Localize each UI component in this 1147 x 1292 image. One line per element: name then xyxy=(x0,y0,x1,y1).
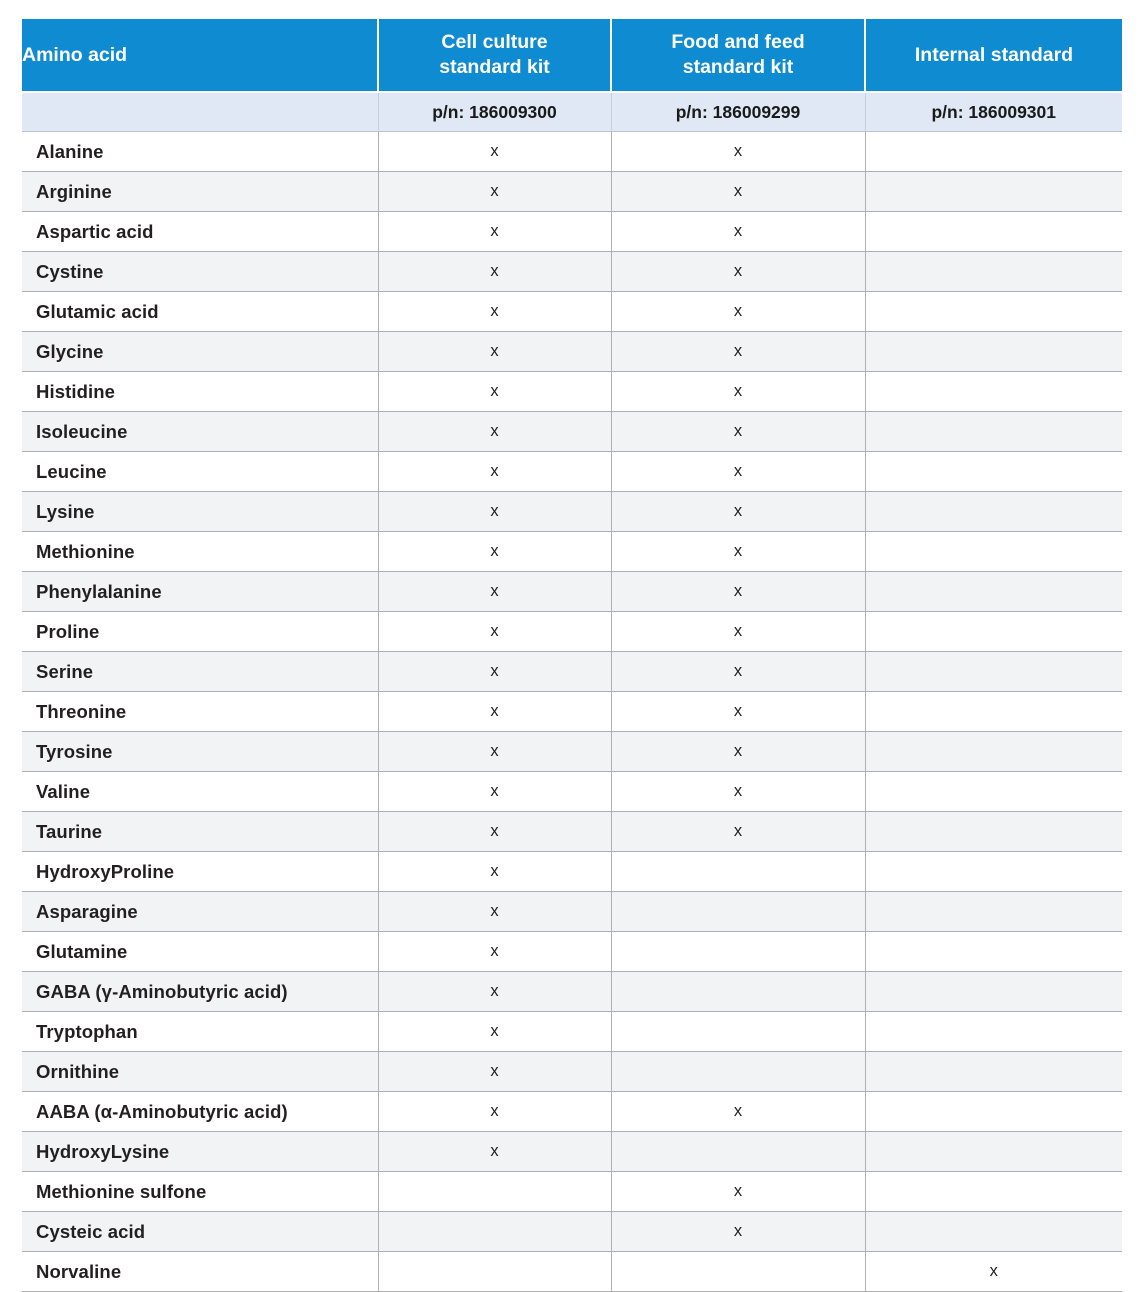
cell-amino-acid-name: Taurine xyxy=(22,812,378,852)
cell-cell-culture-mark: x xyxy=(378,1052,611,1092)
cell-internal-standard-mark xyxy=(865,1012,1122,1052)
cell-food-and-feed-mark xyxy=(611,972,865,1012)
cell-amino-acid-name: Cysteic acid xyxy=(22,1212,378,1252)
cell-food-and-feed-mark: x xyxy=(611,692,865,732)
table-row xyxy=(22,572,1122,612)
header-row-titles xyxy=(22,19,1122,92)
table-header xyxy=(22,19,1122,132)
table-row xyxy=(22,692,1122,732)
table-row xyxy=(22,532,1122,572)
cell-amino-acid-name: Aspartic acid xyxy=(22,212,378,252)
cell-amino-acid-name: HydroxyProline xyxy=(22,852,378,892)
cell-food-and-feed-mark: x xyxy=(611,652,865,692)
cell-cell-culture-mark: x xyxy=(378,252,611,292)
cell-cell-culture-mark: x xyxy=(378,532,611,572)
cell-food-and-feed-mark: x xyxy=(611,212,865,252)
cell-food-and-feed-mark: x xyxy=(611,1092,865,1132)
cell-food-and-feed-mark: x xyxy=(611,252,865,292)
table-row xyxy=(22,292,1122,332)
cell-amino-acid-name: Alanine xyxy=(22,132,378,172)
cell-food-and-feed-mark: x xyxy=(611,812,865,852)
table-row xyxy=(22,172,1122,212)
cell-food-and-feed-mark: x xyxy=(611,372,865,412)
table-row xyxy=(22,452,1122,492)
cell-cell-culture-mark xyxy=(378,1212,611,1252)
cell-amino-acid-name: Lysine xyxy=(22,492,378,532)
cell-cell-culture-mark: x xyxy=(378,172,611,212)
cell-internal-standard-mark xyxy=(865,772,1122,812)
table-row xyxy=(22,1252,1122,1292)
cell-amino-acid-name: Glycine xyxy=(22,332,378,372)
column-header-food-feed-line1: Food and feed xyxy=(671,31,805,54)
cell-amino-acid-name: Methionine sulfone xyxy=(22,1172,378,1212)
column-header-amino-acid: Amino acid xyxy=(22,19,378,92)
cell-amino-acid-name: Asparagine xyxy=(22,892,378,932)
cell-cell-culture-mark: x xyxy=(378,892,611,932)
amino-acid-kit-table-wrapper xyxy=(22,19,1122,1292)
column-header-food-feed-line2: standard kit xyxy=(682,56,794,78)
cell-amino-acid-name: Tyrosine xyxy=(22,732,378,772)
cell-food-and-feed-mark: x xyxy=(611,132,865,172)
column-header-food-and-feed-standard-kit xyxy=(611,19,865,92)
table-row xyxy=(22,1172,1122,1212)
cell-internal-standard-mark xyxy=(865,132,1122,172)
table-row xyxy=(22,612,1122,652)
cell-cell-culture-mark: x xyxy=(378,1092,611,1132)
cell-internal-standard-mark xyxy=(865,412,1122,452)
cell-food-and-feed-mark xyxy=(611,892,865,932)
cell-internal-standard-mark xyxy=(865,332,1122,372)
cell-food-and-feed-mark: x xyxy=(611,1212,865,1252)
column-header-internal-standard: Internal standard xyxy=(865,19,1122,92)
cell-internal-standard-mark xyxy=(865,852,1122,892)
cell-food-and-feed-mark: x xyxy=(611,452,865,492)
cell-food-and-feed-mark xyxy=(611,1052,865,1092)
table-row xyxy=(22,812,1122,852)
cell-cell-culture-mark: x xyxy=(378,652,611,692)
cell-amino-acid-name: Tryptophan xyxy=(22,1012,378,1052)
cell-food-and-feed-mark: x xyxy=(611,772,865,812)
cell-amino-acid-name: Serine xyxy=(22,652,378,692)
cell-cell-culture-mark: x xyxy=(378,372,611,412)
cell-internal-standard-mark xyxy=(865,212,1122,252)
cell-amino-acid-name: Arginine xyxy=(22,172,378,212)
table-row xyxy=(22,1012,1122,1052)
cell-food-and-feed-mark: x xyxy=(611,492,865,532)
cell-internal-standard-mark xyxy=(865,972,1122,1012)
cell-amino-acid-name: Phenylalanine xyxy=(22,572,378,612)
cell-internal-standard-mark xyxy=(865,172,1122,212)
cell-amino-acid-name: Glutamic acid xyxy=(22,292,378,332)
part-number-food-feed: p/n: 186009299 xyxy=(611,92,865,132)
cell-cell-culture-mark: x xyxy=(378,212,611,252)
cell-internal-standard-mark xyxy=(865,692,1122,732)
cell-food-and-feed-mark xyxy=(611,1012,865,1052)
cell-cell-culture-mark: x xyxy=(378,492,611,532)
cell-internal-standard-mark xyxy=(865,572,1122,612)
cell-internal-standard-mark xyxy=(865,1132,1122,1172)
cell-cell-culture-mark xyxy=(378,1172,611,1212)
cell-food-and-feed-mark xyxy=(611,1252,865,1292)
cell-cell-culture-mark: x xyxy=(378,812,611,852)
column-header-cell-culture-line2: standard kit xyxy=(439,56,550,78)
table-row xyxy=(22,1052,1122,1092)
cell-amino-acid-name: HydroxyLysine xyxy=(22,1132,378,1172)
table-row xyxy=(22,652,1122,692)
cell-cell-culture-mark: x xyxy=(378,452,611,492)
cell-internal-standard-mark xyxy=(865,532,1122,572)
cell-internal-standard-mark: x xyxy=(865,1252,1122,1292)
cell-cell-culture-mark: x xyxy=(378,852,611,892)
table-row xyxy=(22,372,1122,412)
cell-amino-acid-name: Cystine xyxy=(22,252,378,292)
cell-amino-acid-name: Valine xyxy=(22,772,378,812)
column-header-cell-culture-line1: Cell culture xyxy=(441,31,548,54)
cell-amino-acid-name: Norvaline xyxy=(22,1252,378,1292)
cell-internal-standard-mark xyxy=(865,492,1122,532)
cell-cell-culture-mark: x xyxy=(378,612,611,652)
cell-internal-standard-mark xyxy=(865,892,1122,932)
cell-food-and-feed-mark: x xyxy=(611,732,865,772)
cell-food-and-feed-mark xyxy=(611,852,865,892)
cell-internal-standard-mark xyxy=(865,1172,1122,1212)
cell-food-and-feed-mark: x xyxy=(611,532,865,572)
cell-internal-standard-mark xyxy=(865,372,1122,412)
cell-cell-culture-mark: x xyxy=(378,292,611,332)
cell-amino-acid-name: AABA (α-Aminobutyric acid) xyxy=(22,1092,378,1132)
cell-cell-culture-mark: x xyxy=(378,692,611,732)
cell-food-and-feed-mark: x xyxy=(611,292,865,332)
table-row xyxy=(22,212,1122,252)
table-row xyxy=(22,932,1122,972)
amino-acid-kit-table xyxy=(22,19,1122,1292)
table-row xyxy=(22,1092,1122,1132)
table-row xyxy=(22,892,1122,932)
table-row xyxy=(22,412,1122,452)
table-row xyxy=(22,1212,1122,1252)
table-row xyxy=(22,732,1122,772)
cell-amino-acid-name: Histidine xyxy=(22,372,378,412)
cell-cell-culture-mark: x xyxy=(378,772,611,812)
table-body xyxy=(22,132,1122,1292)
cell-cell-culture-mark: x xyxy=(378,932,611,972)
part-number-internal-standard: p/n: 186009301 xyxy=(865,92,1122,132)
cell-internal-standard-mark xyxy=(865,1092,1122,1132)
cell-amino-acid-name: GABA (γ-Aminobutyric acid) xyxy=(22,972,378,1012)
cell-internal-standard-mark xyxy=(865,652,1122,692)
part-number-cell-culture: p/n: 186009300 xyxy=(378,92,611,132)
cell-cell-culture-mark xyxy=(378,1252,611,1292)
cell-cell-culture-mark: x xyxy=(378,1132,611,1172)
table-row xyxy=(22,1132,1122,1172)
table-row xyxy=(22,132,1122,172)
cell-food-and-feed-mark: x xyxy=(611,412,865,452)
cell-internal-standard-mark xyxy=(865,612,1122,652)
cell-food-and-feed-mark: x xyxy=(611,332,865,372)
cell-cell-culture-mark: x xyxy=(378,1012,611,1052)
cell-food-and-feed-mark: x xyxy=(611,612,865,652)
cell-internal-standard-mark xyxy=(865,812,1122,852)
cell-food-and-feed-mark: x xyxy=(611,572,865,612)
cell-cell-culture-mark: x xyxy=(378,572,611,612)
table-row xyxy=(22,492,1122,532)
cell-cell-culture-mark: x xyxy=(378,132,611,172)
table-row xyxy=(22,852,1122,892)
cell-amino-acid-name: Ornithine xyxy=(22,1052,378,1092)
cell-internal-standard-mark xyxy=(865,932,1122,972)
table-row xyxy=(22,772,1122,812)
part-number-blank xyxy=(22,92,378,132)
cell-internal-standard-mark xyxy=(865,292,1122,332)
cell-food-and-feed-mark xyxy=(611,932,865,972)
cell-internal-standard-mark xyxy=(865,452,1122,492)
cell-amino-acid-name: Proline xyxy=(22,612,378,652)
cell-internal-standard-mark xyxy=(865,252,1122,292)
cell-food-and-feed-mark xyxy=(611,1132,865,1172)
cell-food-and-feed-mark: x xyxy=(611,172,865,212)
cell-amino-acid-name: Isoleucine xyxy=(22,412,378,452)
header-row-part-numbers xyxy=(22,92,1122,132)
cell-internal-standard-mark xyxy=(865,732,1122,772)
cell-cell-culture-mark: x xyxy=(378,732,611,772)
cell-internal-standard-mark xyxy=(865,1052,1122,1092)
cell-amino-acid-name: Leucine xyxy=(22,452,378,492)
cell-food-and-feed-mark: x xyxy=(611,1172,865,1212)
cell-cell-culture-mark: x xyxy=(378,332,611,372)
cell-amino-acid-name: Methionine xyxy=(22,532,378,572)
column-header-cell-culture-standard-kit xyxy=(378,19,611,92)
cell-amino-acid-name: Glutamine xyxy=(22,932,378,972)
cell-cell-culture-mark: x xyxy=(378,412,611,452)
cell-cell-culture-mark: x xyxy=(378,972,611,1012)
table-row xyxy=(22,972,1122,1012)
cell-internal-standard-mark xyxy=(865,1212,1122,1252)
cell-amino-acid-name: Threonine xyxy=(22,692,378,732)
table-row xyxy=(22,332,1122,372)
table-row xyxy=(22,252,1122,292)
